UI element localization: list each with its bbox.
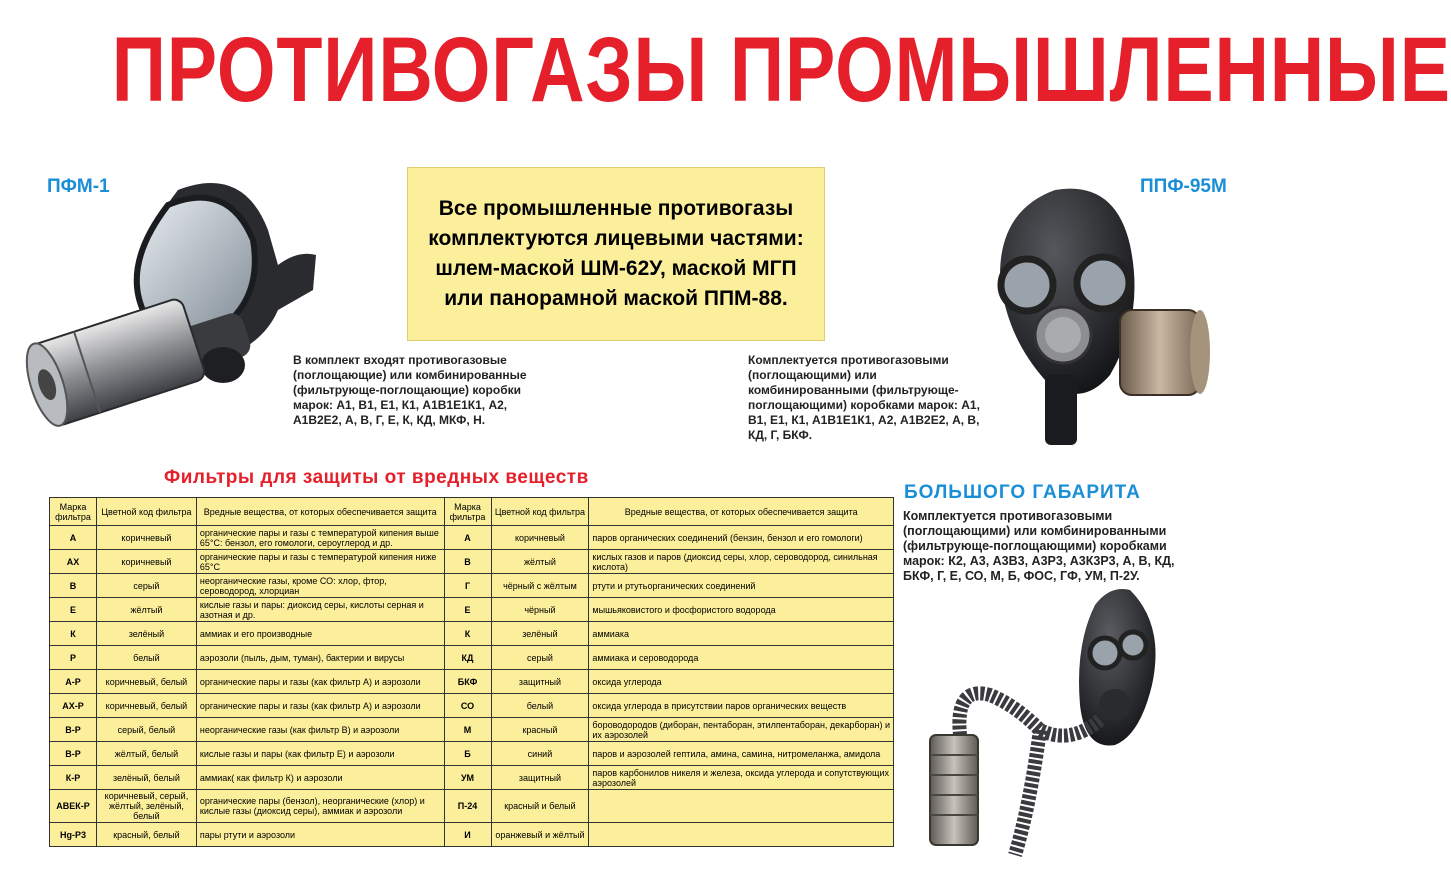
filter-substances-cell: мышьяковистого и фосфористого водорода: [589, 598, 894, 622]
filter-mark-cell: УМ: [444, 766, 491, 790]
filter-mark-cell: Б: [444, 742, 491, 766]
filter-substances-cell: аммиак и его производные: [196, 622, 444, 646]
filter-mark-cell: К: [444, 622, 491, 646]
filter-color-cell: оранжевый и жёлтый: [491, 823, 589, 847]
header-color-2: Цветной код фильтра: [491, 498, 589, 526]
filter-mark-cell: СО: [444, 694, 491, 718]
gas-mask-ppf95m-illustration: [985, 185, 1215, 450]
filter-color-cell: чёрный: [491, 598, 589, 622]
gas-mask-pfm1-illustration: [28, 170, 318, 470]
page-title: ПРОТИВОГАЗЫ ПРОМЫШЛЕННЫЕ: [111, 19, 1451, 121]
filter-color-cell: коричневый, белый: [96, 670, 196, 694]
filter-color-cell: чёрный с жёлтым: [491, 574, 589, 598]
filter-color-cell: синий: [491, 742, 589, 766]
filters-heading: Фильтры для защиты от вредных веществ: [164, 467, 589, 488]
filter-substances-cell: кислые газы и пары (как фильтр Е) и аэрозоли: [196, 742, 444, 766]
filter-substances-cell: аммиака и сероводорода: [589, 646, 894, 670]
table-row: [50, 622, 894, 646]
filter-substances-cell: аммиака: [589, 622, 894, 646]
filter-color-cell: красный: [491, 718, 589, 742]
filter-mark-cell: БКФ: [444, 670, 491, 694]
filter-mark-cell: А-Р: [50, 670, 97, 694]
filter-color-cell: зелёный: [96, 622, 196, 646]
filter-mark-cell: В: [444, 550, 491, 574]
filter-substances-cell: органические пары и газы (как фильтр А) и аэрозоли: [196, 670, 444, 694]
filter-mark-cell: АХ: [50, 550, 97, 574]
filter-substances-cell: кислых газов и паров (диоксид серы, хлор, сероводород, синильная кислота): [589, 550, 894, 574]
filter-substances-cell: бороводородов (диборан, пентаборан, этилпентаборан, декарборан) и их аэрозолей: [589, 718, 894, 742]
table-row: [50, 646, 894, 670]
table-row: [50, 526, 894, 550]
filter-substances-cell: ртути и ртутьорганических соединений: [589, 574, 894, 598]
info-box: [407, 167, 825, 341]
filter-mark-cell: Hg-P3: [50, 823, 97, 847]
info-box-text: Все промышленные противогазы комплектуются лицевыми частями: шлем-маской ШМ-62У, маской МГП или панорамной маской ППМ-88.: [428, 197, 804, 310]
filter-mark-cell: В-Р: [50, 742, 97, 766]
ppf95m-description: Комплектуется противогазовыми (поглощающими) или комбинированными (фильтрующе-поглощающими) коробками марок: А1, В1, Е1, К1, А1В1Е1К1, А2, А1В2Е2, А, В, КД, Г, БКФ.: [748, 353, 980, 442]
model-label-pfm1: ПФМ-1: [47, 176, 110, 197]
filter-mark-cell: Е: [50, 598, 97, 622]
filter-color-cell: серый: [96, 574, 196, 598]
filter-substances-cell: неорганические газы (как фильтр В) и аэрозоли: [196, 718, 444, 742]
filter-color-cell: коричневый: [96, 550, 196, 574]
filter-substances-cell: органические пары (бензол), неорганические (хлор) и кислые газы (диоксид серы), аммиак и аэрозоли: [196, 790, 444, 823]
table-row: [50, 742, 894, 766]
filter-color-cell: коричневый, серый, жёлтый, зелёный, белый: [96, 790, 196, 823]
filter-substances-cell: аэрозоли (пыль, дым, туман), бактерии и вирусы: [196, 646, 444, 670]
header-substances-1: Вредные вещества, от которых обеспечивается защита: [196, 498, 444, 526]
filter-mark-cell: КД: [444, 646, 491, 670]
model-label-big: БОЛЬШОГО ГАБАРИТА: [904, 482, 1141, 503]
filter-substances-cell: оксида углерода: [589, 670, 894, 694]
filter-substances-cell: паров и аэрозолей гептила, амина, самина, нитромеланжа, амидола: [589, 742, 894, 766]
filter-mark-cell: А: [444, 526, 491, 550]
filter-substances-cell: неорганические газы, кроме СО: хлор, фтор, сероводород, хлорциан: [196, 574, 444, 598]
filter-mark-cell: А: [50, 526, 97, 550]
filter-color-cell: коричневый: [96, 526, 196, 550]
filter-mark-cell: Г: [444, 574, 491, 598]
model-label-ppf95m: ППФ-95М: [1140, 176, 1227, 197]
table-row: [50, 598, 894, 622]
filters-header-row: [50, 498, 894, 526]
filter-mark-cell: АХ-Р: [50, 694, 97, 718]
filter-color-cell: белый: [96, 646, 196, 670]
gas-mask-big-illustration: [920, 585, 1165, 870]
filters-table: [49, 497, 894, 847]
filter-color-cell: жёлтый: [96, 598, 196, 622]
filter-color-cell: красный и белый: [491, 790, 589, 823]
header-mark-1: Марка фильтра: [50, 498, 97, 526]
table-row: [50, 718, 894, 742]
table-row: [50, 694, 894, 718]
filter-mark-cell: Е: [444, 598, 491, 622]
filter-substances-cell: органические пары и газы (как фильтр А) и аэрозоли: [196, 694, 444, 718]
table-row: [50, 550, 894, 574]
filter-mark-cell: К: [50, 622, 97, 646]
filter-substances-cell: [589, 790, 894, 823]
filter-mark-cell: АВЕК-Р: [50, 790, 97, 823]
filter-mark-cell: В-Р: [50, 718, 97, 742]
filter-color-cell: зелёный, белый: [96, 766, 196, 790]
filter-color-cell: серый: [491, 646, 589, 670]
filter-substances-cell: кислые газы и пары: диоксид серы, кислоты серная и азотная и др.: [196, 598, 444, 622]
filter-color-cell: жёлтый: [491, 550, 589, 574]
filter-color-cell: серый, белый: [96, 718, 196, 742]
table-row: [50, 670, 894, 694]
table-row: [50, 823, 894, 847]
filter-substances-cell: органические пары и газы с температурой кипения выше 65°С: бензол, его гомологи, сероуглерод и др.: [196, 526, 444, 550]
filter-color-cell: защитный: [491, 766, 589, 790]
filter-mark-cell: П-24: [444, 790, 491, 823]
filter-substances-cell: паров карбонилов никеля и железа, оксида углерода и сопутствующих аэрозолей: [589, 766, 894, 790]
filter-color-cell: белый: [491, 694, 589, 718]
table-row: [50, 574, 894, 598]
filter-color-cell: коричневый: [491, 526, 589, 550]
filter-substances-cell: оксида углерода в присутствии паров органических веществ: [589, 694, 894, 718]
filter-mark-cell: Р: [50, 646, 97, 670]
filter-mark-cell: К-Р: [50, 766, 97, 790]
filter-mark-cell: И: [444, 823, 491, 847]
filter-color-cell: коричневый, белый: [96, 694, 196, 718]
table-row: [50, 790, 894, 823]
filter-substances-cell: паров органических соединений (бензин, бензол и его гомологи): [589, 526, 894, 550]
filter-substances-cell: пары ртути и аэрозоли: [196, 823, 444, 847]
header-mark-2: Марка фильтра: [444, 498, 491, 526]
header-color-1: Цветной код фильтра: [96, 498, 196, 526]
filter-mark-cell: В: [50, 574, 97, 598]
table-row: [50, 766, 894, 790]
filter-color-cell: жёлтый, белый: [96, 742, 196, 766]
header-substances-2: Вредные вещества, от которых обеспечивается защита: [589, 498, 894, 526]
filter-color-cell: красный, белый: [96, 823, 196, 847]
filter-substances-cell: органические пары и газы с температурой кипения ниже 65°С: [196, 550, 444, 574]
filter-color-cell: защитный: [491, 670, 589, 694]
filter-mark-cell: М: [444, 718, 491, 742]
big-description: Комплектуется противогазовыми (поглощающими) или комбинированными (фильтрующе-поглощающими) коробками марок: К2, А3, А3В3, А3Р3, А3К3Р3, А, В, КД, БКФ, Г, Е, СО, М, Б, ФОС, ГФ, УМ, П-2У.: [903, 509, 1175, 583]
filter-substances-cell: аммиак( как фильтр К) и аэрозоли: [196, 766, 444, 790]
pfm1-description: В комплект входят противогазовые (поглощающие) или комбинированные (фильтрующе-поглощающие) коробки марок: А1, В1, Е1, К1, А1В1Е1К1, А2, А1В2Е2, А, В, Г, Е, К, КД, МКФ, Н.: [293, 353, 527, 427]
filter-color-cell: зелёный: [491, 622, 589, 646]
filter-substances-cell: [589, 823, 894, 847]
